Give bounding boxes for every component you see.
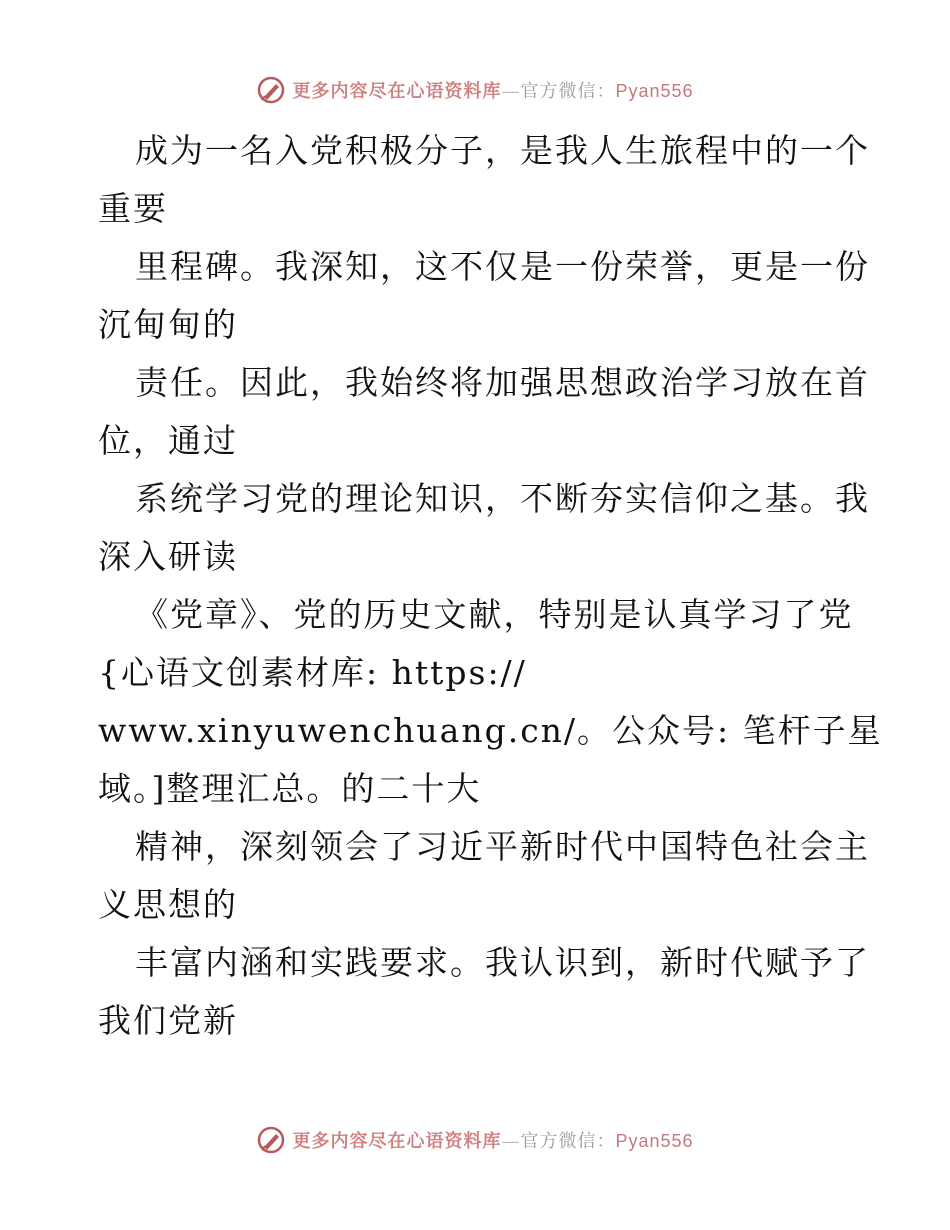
- watermark-text: 更多内容尽在心语资料库: [292, 1131, 502, 1152]
- body-line: 位，通过: [98, 421, 238, 460]
- body-line: 我们党新: [98, 1001, 238, 1040]
- body-line: 义思想的: [98, 885, 238, 924]
- document-body: [98, 122, 883, 1050]
- body-line: 责任。因此，我始终将加强思想政治学习放在首: [135, 363, 870, 402]
- body-line: 重要: [98, 189, 168, 228]
- watermark-wechat-label: 官方微信：: [520, 81, 616, 102]
- body-line: 深入研读: [98, 537, 238, 576]
- body-line: {心语文创素材库: https://: [98, 653, 527, 692]
- body-line: 里程碑。我深知，这不仅是一份荣誉，更是一份: [135, 247, 870, 286]
- pen-logo-icon: [256, 1125, 286, 1155]
- body-line: 系统学习党的理论知识，不断夯实信仰之基。我: [135, 479, 870, 518]
- body-line: 成为一名入党积极分子，是我人生旅程中的一个: [135, 131, 870, 170]
- watermark-text: 更多内容尽在心语资料库: [292, 81, 502, 102]
- watermark-wechat-id: Pyan556: [615, 1131, 694, 1151]
- body-line: 域。]整理汇总。的二十大: [98, 769, 482, 808]
- watermark-dash: —: [501, 81, 521, 102]
- footer-watermark: [0, 1122, 950, 1158]
- body-line: 精神，深刻领会了习近平新时代中国特色社会主: [135, 827, 870, 866]
- pen-logo-icon: [256, 75, 286, 105]
- body-line: 丰富内涵和实践要求。我认识到，新时代赋予了: [135, 943, 870, 982]
- header-watermark: [0, 72, 950, 108]
- watermark-wechat-label: 官方微信：: [520, 1131, 616, 1152]
- body-line: 《党章》、党的历史文献，特别是认真学习了党: [135, 595, 854, 634]
- watermark-dash: —: [501, 1131, 521, 1152]
- body-line: 沉甸甸的: [98, 305, 238, 344]
- watermark-wechat-id: Pyan556: [615, 81, 694, 101]
- body-line: www.xinyuwenchuang.cn/。公众号: 笔杆子星: [98, 711, 883, 750]
